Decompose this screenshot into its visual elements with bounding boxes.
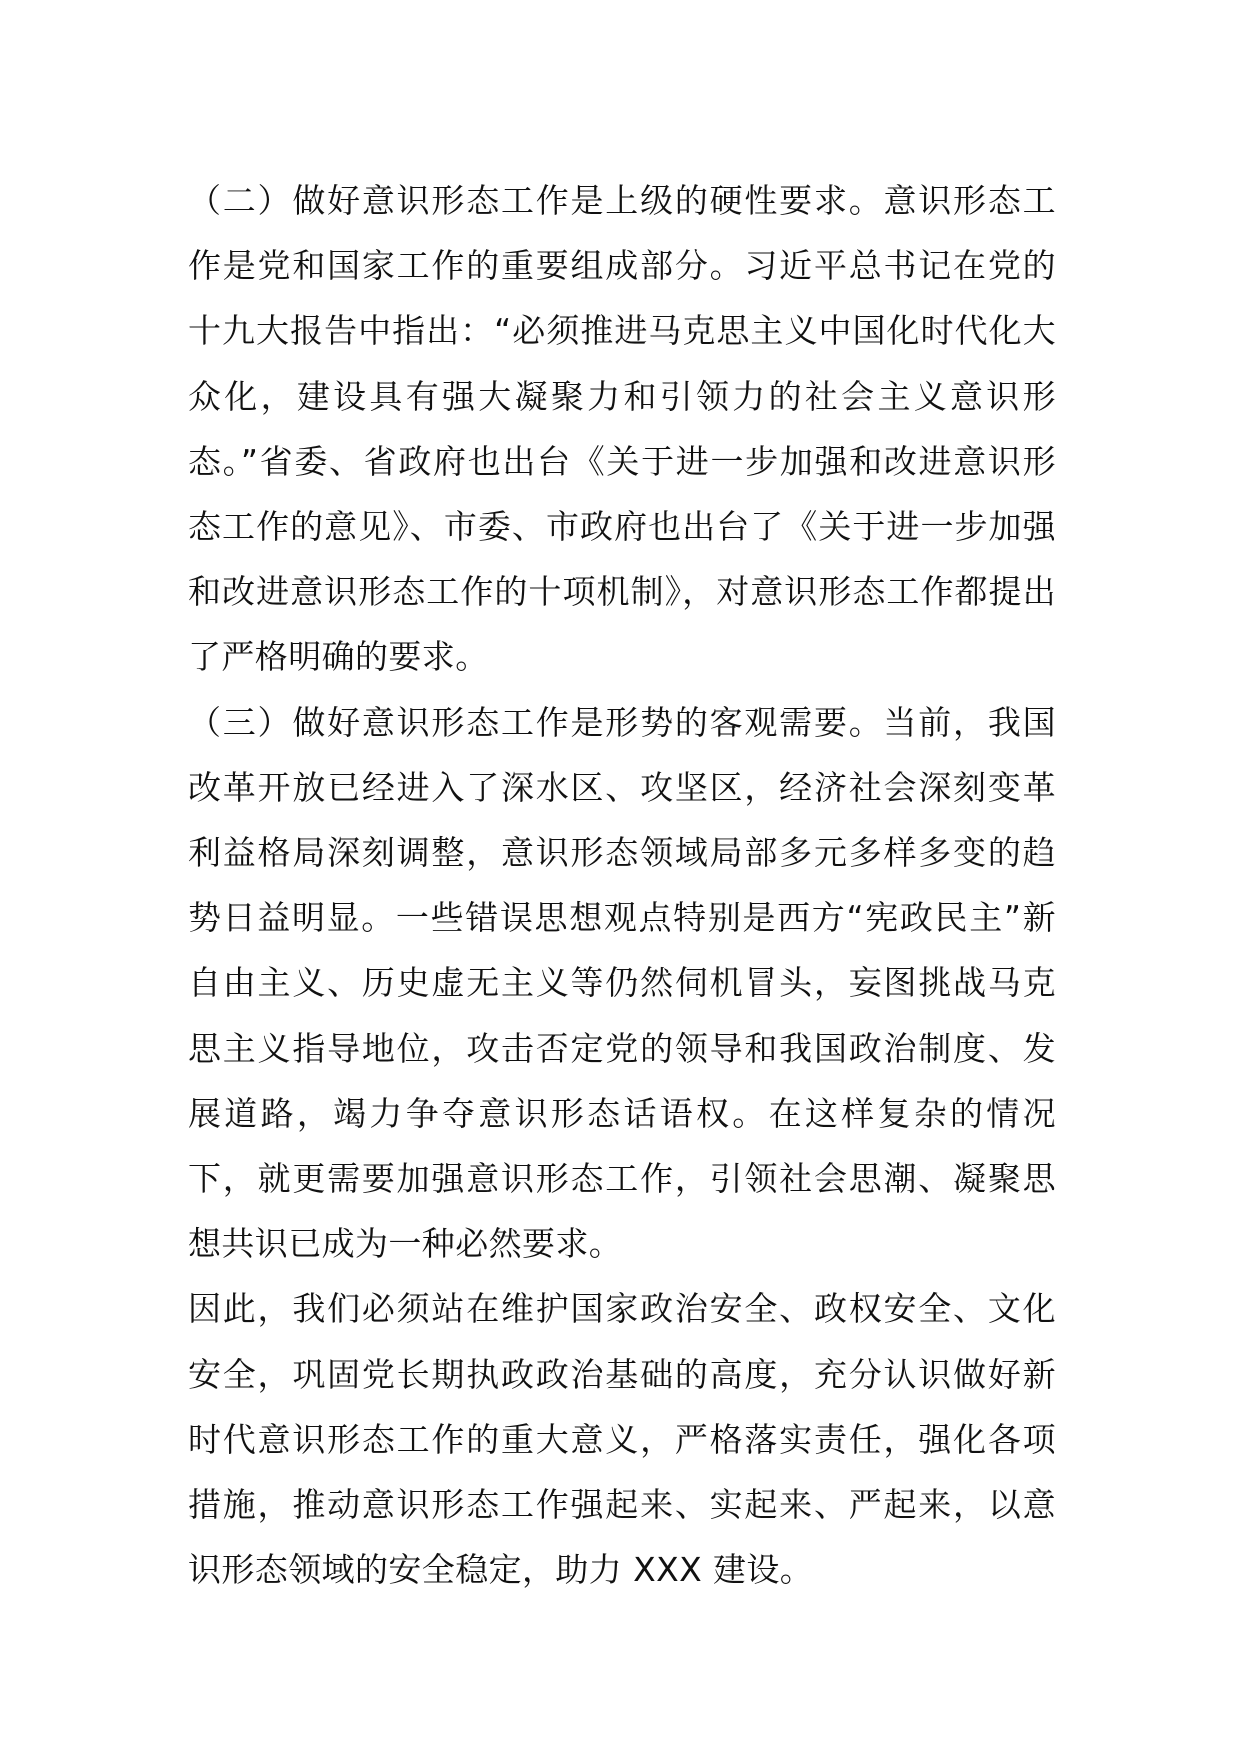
paragraph-requirement-from-superiors: （二）做好意识形态工作是上级的硬性要求。意识形态工作是党和国家工作的重要组成部分。习近平总书记在党的十九大报告中指出：“必须推进马克思主义中国化时代化大众化，建设具有强大凝聚力和引领力的社会主义意识形态。”省委、省政府也出台《关于进一步加强和改进意识形态工作的意见》、市委、市政府也出台了《关于进一步加强和改进意识形态工作的十项机制》，对意识形态工作都提出了严格明确的要求。 [188,181,1056,677]
document-body [188,168,1056,1602]
paragraph-conclusion: 因此，我们必须站在维护国家政治安全、政权安全、文化安全，巩固党长期执政政治基础的高度，充分认识做好新时代意识形态工作的重大意义，严格落实责任，强化各项措施，推动意识形态工作强起来、实起来、严起来，以意识形态领域的安全稳定，助力 XXX 建设。 [188,1289,1056,1590]
paragraph-objective-situation: （三）做好意识形态工作是形势的客观需要。当前，我国改革开放已经进入了深水区、攻坚区，经济社会深刻变革利益格局深刻调整，意识形态领域局部多元多样多变的趋势日益明显。一些错误思想观点特别是西方“宪政民主”新自由主义、历史虚无主义等仍然伺机冒头，妄图挑战马克思主义指导地位，攻击否定党的领导和我国政治制度、发展道路，竭力争夺意识形态话语权。在这样复杂的情况下，就更需要加强意识形态工作，引领社会思潮、凝聚思想共识已成为一种必然要求。 [188,702,1056,1264]
